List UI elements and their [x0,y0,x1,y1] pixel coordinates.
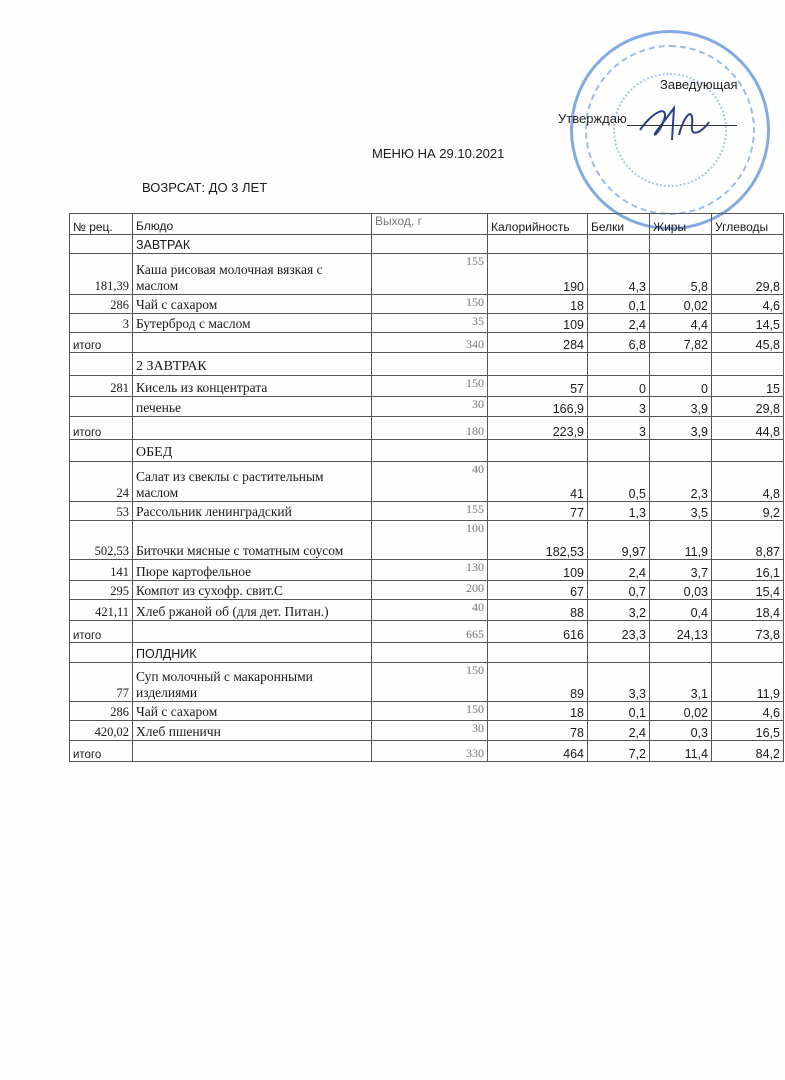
cell-protein: 1,3 [588,502,650,521]
cell-carbs: 73,8 [712,621,784,643]
cell-calories [488,440,588,462]
cell-protein: 2,4 [588,314,650,333]
cell-protein: 3 [588,417,650,440]
cell-carbs [712,643,784,663]
cell-dish: Каша рисовая молочная вязкая с маслом [133,254,372,295]
cell-recipe-no: 295 [70,581,133,600]
cell-protein: 3,2 [588,600,650,621]
table-row [70,721,784,741]
cell-protein: 3 [588,397,650,417]
cell-dish: 2 ЗАВТРАК [133,353,372,376]
table-row [70,521,784,560]
cell-carbs: 44,8 [712,417,784,440]
cell-yield: 200 [372,581,488,600]
total-row [70,621,784,643]
cell-protein: 0 [588,376,650,397]
menu-title: МЕНЮ НА 29.10.2021 [372,146,505,161]
cell-recipe-no: 421,11 [70,600,133,621]
cell-fat: 24,13 [650,621,712,643]
cell-dish: Салат из свеклы с растительным маслом [133,462,372,502]
cell-yield: 665 [372,621,488,643]
cell-recipe-no: итого [70,417,133,440]
cell-calories [488,353,588,376]
cell-yield: 180 [372,417,488,440]
cell-dish: ПОЛДНИК [133,643,372,663]
cell-protein: 0,1 [588,702,650,721]
cell-yield: 35 [372,314,488,333]
cell-fat: 0,02 [650,295,712,314]
cell-yield [372,235,488,254]
cell-calories: 182,53 [488,521,588,560]
signature-line [627,113,737,126]
cell-fat: 3,5 [650,502,712,521]
cell-protein: 0,7 [588,581,650,600]
cell-carbs [712,353,784,376]
cell-protein [588,235,650,254]
cell-dish: печенье [133,397,372,417]
cell-dish [133,621,372,643]
cell-dish: Суп молочный с макаронными изделиями [133,663,372,702]
table-row [70,702,784,721]
cell-recipe-no: 420,02 [70,721,133,741]
col-header-recipe-no: № рец. [70,214,133,235]
cell-recipe-no [70,235,133,254]
cell-yield: 150 [372,295,488,314]
cell-recipe-no: 77 [70,663,133,702]
cell-protein [588,440,650,462]
table-row [70,600,784,621]
cell-recipe-no: 3 [70,314,133,333]
cell-calories [488,235,588,254]
age-label: ВОЗРСАТ: ДО 3 ЛЕТ [142,180,268,195]
cell-protein: 0,1 [588,295,650,314]
cell-protein [588,353,650,376]
cell-carbs: 16,5 [712,721,784,741]
cell-yield: 40 [372,462,488,502]
cell-fat [650,440,712,462]
cell-protein: 0,5 [588,462,650,502]
cell-fat [650,353,712,376]
cell-carbs: 14,5 [712,314,784,333]
cell-carbs: 18,4 [712,600,784,621]
cell-yield: 30 [372,721,488,741]
cell-dish: Хлеб пшеничн [133,721,372,741]
cell-yield: 150 [372,702,488,721]
cell-dish [133,417,372,440]
cell-fat: 4,4 [650,314,712,333]
cell-yield [372,643,488,663]
table-row [70,663,784,702]
cell-recipe-no: итого [70,741,133,762]
cell-fat: 7,82 [650,333,712,353]
cell-recipe-no: итого [70,621,133,643]
cell-calories: 57 [488,376,588,397]
cell-dish: ЗАВТРАК [133,235,372,254]
cell-calories [488,643,588,663]
cell-yield: 330 [372,741,488,762]
cell-calories: 67 [488,581,588,600]
table-row [70,462,784,502]
col-header-calories: Калорийность [488,214,588,235]
cell-fat [650,235,712,254]
cell-fat: 3,9 [650,397,712,417]
cell-carbs: 9,2 [712,502,784,521]
cell-carbs: 4,8 [712,462,784,502]
col-header-carbs: Углеводы [712,214,784,235]
cell-yield: 30 [372,397,488,417]
cell-fat [650,643,712,663]
table-row [70,254,784,295]
cell-recipe-no: 281 [70,376,133,397]
cell-dish [133,333,372,353]
cell-recipe-no: 141 [70,560,133,581]
cell-fat: 11,4 [650,741,712,762]
cell-dish [133,741,372,762]
cell-protein: 7,2 [588,741,650,762]
col-header-protein: Белки [588,214,650,235]
cell-fat: 11,9 [650,521,712,560]
cell-calories: 109 [488,560,588,581]
cell-yield: 130 [372,560,488,581]
approve-label: Утверждаю [558,111,627,126]
cell-fat: 3,7 [650,560,712,581]
menu-table [69,213,784,762]
cell-recipe-no: итого [70,333,133,353]
cell-dish: Пюре картофельное [133,560,372,581]
cell-fat: 2,3 [650,462,712,502]
cell-carbs: 11,9 [712,663,784,702]
cell-fat: 3,1 [650,663,712,702]
cell-protein: 9,97 [588,521,650,560]
table-row [70,376,784,397]
section-row [70,643,784,663]
col-header-yield: Выход, г [372,214,488,235]
cell-protein: 23,3 [588,621,650,643]
approval-line [558,111,737,126]
cell-carbs: 84,2 [712,741,784,762]
cell-carbs [712,235,784,254]
section-row [70,353,784,376]
cell-carbs: 4,6 [712,702,784,721]
cell-carbs [712,440,784,462]
cell-fat: 0,4 [650,600,712,621]
cell-protein: 4,3 [588,254,650,295]
col-header-dish: Блюдо [133,214,372,235]
cell-calories: 89 [488,663,588,702]
col-header-fat: Жиры [650,214,712,235]
cell-protein: 2,4 [588,721,650,741]
cell-carbs: 29,8 [712,397,784,417]
cell-dish: Рассольник ленинградский [133,502,372,521]
cell-carbs: 29,8 [712,254,784,295]
cell-calories: 18 [488,295,588,314]
cell-recipe-no [70,643,133,663]
cell-calories: 88 [488,600,588,621]
approver-title: Заведующая [660,77,738,92]
cell-protein: 3,3 [588,663,650,702]
total-row [70,741,784,762]
cell-protein: 2,4 [588,560,650,581]
cell-recipe-no [70,440,133,462]
cell-dish: Кисель из концентрата [133,376,372,397]
cell-dish: Биточки мясные с томатным соусом [133,521,372,560]
cell-yield: 155 [372,502,488,521]
cell-fat: 0 [650,376,712,397]
cell-yield: 155 [372,254,488,295]
table-row [70,581,784,600]
table-row [70,314,784,333]
cell-calories: 78 [488,721,588,741]
cell-yield: 100 [372,521,488,560]
cell-calories: 166,9 [488,397,588,417]
cell-recipe-no [70,397,133,417]
cell-calories: 223,9 [488,417,588,440]
cell-calories: 41 [488,462,588,502]
cell-carbs: 45,8 [712,333,784,353]
cell-recipe-no: 286 [70,702,133,721]
section-row [70,440,784,462]
cell-dish: Чай с сахаром [133,702,372,721]
cell-dish: Чай с сахаром [133,295,372,314]
cell-carbs: 8,87 [712,521,784,560]
cell-calories: 464 [488,741,588,762]
cell-calories: 18 [488,702,588,721]
cell-dish: Бутерброд с маслом [133,314,372,333]
cell-yield [372,353,488,376]
cell-recipe-no: 53 [70,502,133,521]
cell-recipe-no [70,353,133,376]
cell-fat: 0,3 [650,721,712,741]
cell-carbs: 4,6 [712,295,784,314]
section-row [70,235,784,254]
cell-fat: 3,9 [650,417,712,440]
total-row [70,417,784,440]
menu-table-body [70,235,784,762]
cell-carbs: 15 [712,376,784,397]
cell-recipe-no: 502,53 [70,521,133,560]
cell-calories: 109 [488,314,588,333]
cell-protein: 6,8 [588,333,650,353]
table-row [70,295,784,314]
cell-protein [588,643,650,663]
cell-dish: Хлеб ржаной об (для дет. Питан.) [133,600,372,621]
table-row [70,502,784,521]
cell-carbs: 15,4 [712,581,784,600]
table-row [70,560,784,581]
cell-fat: 0,02 [650,702,712,721]
cell-yield: 150 [372,376,488,397]
cell-yield [372,440,488,462]
cell-calories: 190 [488,254,588,295]
cell-dish: ОБЕД [133,440,372,462]
cell-fat: 5,8 [650,254,712,295]
cell-carbs: 16,1 [712,560,784,581]
cell-yield: 150 [372,663,488,702]
cell-yield: 340 [372,333,488,353]
cell-calories: 284 [488,333,588,353]
table-row [70,397,784,417]
cell-dish: Компот из сухофр. свит.С [133,581,372,600]
total-row [70,333,784,353]
cell-recipe-no: 286 [70,295,133,314]
table-header-row [70,214,784,235]
cell-recipe-no: 24 [70,462,133,502]
cell-calories: 616 [488,621,588,643]
cell-fat: 0,03 [650,581,712,600]
cell-recipe-no: 181,39 [70,254,133,295]
cell-yield: 40 [372,600,488,621]
cell-calories: 77 [488,502,588,521]
